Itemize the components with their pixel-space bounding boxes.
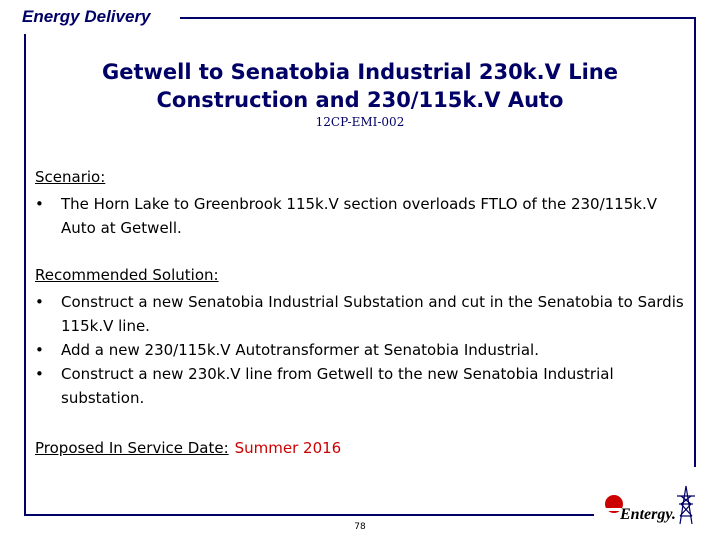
service-date-line	[35, 439, 341, 457]
list-item-text: The Horn Lake to Greenbrook 115k.V section overloads FTLO of the 230/115k.V Auto at Getwell.	[61, 195, 657, 237]
service-date-label: Proposed In Service Date:	[35, 439, 229, 457]
bullet-icon: •	[35, 341, 44, 359]
solution-list	[35, 290, 685, 410]
list-item	[35, 290, 685, 338]
scenario-heading: Scenario:	[35, 168, 106, 186]
scenario-list	[35, 192, 685, 240]
slide-title-line-2: Construction and 230/115k.V Auto	[156, 88, 564, 112]
transmission-tower-icon	[677, 486, 695, 524]
frame-right-rule	[694, 17, 696, 467]
list-item-text: Add a new 230/115k.V Autotransformer at Senatobia Industrial.	[61, 341, 539, 359]
list-item-text: Construct a new Senatobia Industrial Substation and cut in the Senatobia to Sardis 115k.V line.	[61, 293, 684, 335]
page-number: 78	[354, 522, 366, 532]
slide-title-line-1: Getwell to Senatobia Industrial 230k.V Line	[102, 60, 618, 84]
solution-heading: Recommended Solution:	[35, 266, 219, 284]
list-item	[35, 338, 685, 362]
list-item-text: Construct a new 230k.V line from Getwell to the new Senatobia Industrial substation.	[61, 365, 614, 407]
list-item	[35, 192, 685, 240]
service-date-value: Summer 2016	[234, 439, 342, 457]
frame-top-rule	[180, 17, 696, 19]
frame-left-rule	[24, 34, 26, 516]
bullet-icon: •	[35, 293, 44, 311]
frame-bottom-rule	[24, 514, 594, 516]
project-code: 12CP-EMI-002	[315, 115, 405, 129]
entergy-logo-text: Entergy.	[620, 506, 676, 523]
slide-title	[40, 58, 680, 114]
list-item	[35, 362, 685, 410]
bullet-icon: •	[35, 365, 44, 383]
bullet-icon: •	[35, 195, 44, 213]
header-title: Energy Delivery	[22, 7, 151, 26]
